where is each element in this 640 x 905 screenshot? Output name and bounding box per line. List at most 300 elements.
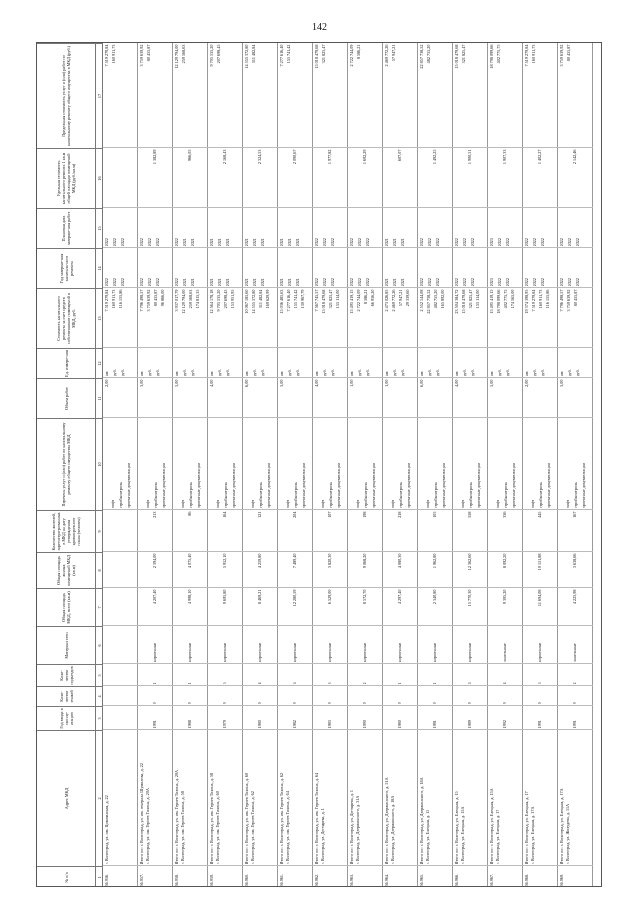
col-number: 8 xyxy=(95,552,103,588)
cell-cost: 10 067 185,60 xyxy=(244,289,249,314)
cell-year-end: 2022 xyxy=(314,278,319,287)
cell-walls: кирпичные xyxy=(467,642,472,663)
column-divider xyxy=(173,705,208,706)
column-divider xyxy=(558,685,593,686)
cell-unit-cost: 1 382,89 xyxy=(152,149,157,165)
cell-year-end: 2022 xyxy=(330,278,335,287)
column-divider xyxy=(103,509,138,510)
cell-works: лифт xyxy=(460,499,465,509)
cell-year-end: 2021 xyxy=(260,278,265,287)
cell-works: стройконтроль xyxy=(153,482,158,509)
cell-limit: 9 705 535,20 xyxy=(209,44,214,67)
cell-works: лифт xyxy=(250,499,255,509)
column-divider xyxy=(103,417,138,418)
cell-area-residential: 9 068,20 xyxy=(362,553,367,569)
cell-unit: руб. xyxy=(225,369,230,377)
cell-area-total: 8 572,70 xyxy=(362,589,367,605)
cell-residents: 105 xyxy=(432,511,437,518)
cell-entrances: 1 xyxy=(397,682,402,685)
cell-address: г. Волгоград, ул. им. Героев Тихона, д. 64 xyxy=(285,791,290,865)
cell-year-end: 2022 xyxy=(575,278,580,287)
cell-unit: руб. xyxy=(505,369,510,377)
column-divider xyxy=(523,625,558,626)
column-divider xyxy=(243,865,278,866)
cell-works: стройконтроль xyxy=(328,482,333,509)
cell-limit: 80 455,87 xyxy=(146,44,151,62)
cell-plan-date: 2021 xyxy=(400,238,405,247)
column-divider xyxy=(453,147,488,148)
cell-walls: кирпичные xyxy=(292,642,297,663)
cell-year: 1991 xyxy=(537,720,542,729)
cell-cost: 7 796 498,57 xyxy=(139,289,144,312)
column-divider xyxy=(523,247,558,248)
cell-volume: 2,00 xyxy=(104,379,109,387)
column-divider xyxy=(243,551,278,552)
cell-cost: 7 519 279,84 xyxy=(531,289,536,312)
cell-works: лифт xyxy=(530,499,535,509)
cell-cost: 155 114,00 xyxy=(335,289,340,309)
column-divider xyxy=(208,729,243,730)
cell-unit-cost: 966,05 xyxy=(187,149,192,162)
cell-year: 1991 xyxy=(572,720,577,729)
column-divider xyxy=(383,417,418,418)
cell-num: 56.960. xyxy=(244,873,249,887)
column-divider xyxy=(103,147,138,148)
column-divider xyxy=(313,207,348,208)
column-divider xyxy=(313,705,348,706)
cell-year-end: 2021 xyxy=(217,278,222,287)
cell-works: стройконтроль xyxy=(398,482,403,509)
column-divider xyxy=(208,417,243,418)
cell-volume: 4,00 xyxy=(454,379,459,387)
cell-year-end: 2021 xyxy=(295,278,300,287)
table-row xyxy=(418,43,453,887)
cell-floors: 9 xyxy=(502,702,507,705)
column-divider xyxy=(523,147,558,148)
column-divider xyxy=(173,625,208,626)
column-divider xyxy=(523,705,558,706)
cell-unit-cost: 1 692,29 xyxy=(362,149,367,165)
cell-works: проектные документации xyxy=(336,462,341,509)
cell-plan-date: 2022 xyxy=(427,238,432,247)
column-divider xyxy=(348,207,383,208)
column-divider xyxy=(208,287,243,288)
cell-entrances: 2 xyxy=(362,682,367,685)
cell-cost: 311 482,84 xyxy=(258,289,263,309)
column-divider xyxy=(278,663,313,664)
cell-plan-date: 2022 xyxy=(419,238,424,247)
column-divider xyxy=(278,207,313,208)
cell-works: стройконтроль xyxy=(118,482,123,509)
col-number: 4 xyxy=(95,686,103,706)
column-divider xyxy=(453,663,488,664)
cell-residents: 558 xyxy=(467,511,472,518)
column-divider xyxy=(488,663,523,664)
header-year: Год ввода в эксплу-атацию xyxy=(37,706,95,730)
column-divider xyxy=(523,377,558,378)
column-divider xyxy=(488,207,523,208)
cell-works: стройконтроль xyxy=(363,482,368,509)
cell-plan-date: 2022 xyxy=(462,238,467,247)
cell-num: 56.967. xyxy=(489,873,494,887)
cell-cost: 7 519 279,84 xyxy=(104,289,109,312)
column-divider xyxy=(558,865,593,866)
cell-year-end: 2023 xyxy=(489,278,494,287)
cell-cost: 3 937 017,79 xyxy=(174,289,179,312)
cell-plan-date: 2021 xyxy=(295,238,300,247)
column-divider xyxy=(313,551,348,552)
page-number: 142 xyxy=(312,22,327,33)
column-divider xyxy=(453,729,488,730)
cell-cost: 3 759 639,92 xyxy=(566,289,571,312)
table-row xyxy=(523,43,558,887)
cell-unit-cost: 1 900,51 xyxy=(467,149,472,165)
column-divider xyxy=(278,587,313,588)
column-divider xyxy=(488,287,523,288)
cell-year-end: 2022 xyxy=(139,278,144,287)
column-divider xyxy=(313,147,348,148)
cell-walls: панельные xyxy=(502,643,507,663)
cell-unit: руб. xyxy=(400,369,405,377)
cell-unit: шт. xyxy=(314,370,319,377)
col-number: 12 xyxy=(95,348,103,378)
column-divider xyxy=(348,865,383,866)
cell-volume: 3,00 xyxy=(139,379,144,387)
cell-plan-date: 2022 xyxy=(559,238,564,247)
cell-address: Итого по: г. Волгоград, ул. им. генерала Шумилова, д. 22 xyxy=(139,763,144,865)
cell-unit: руб. xyxy=(497,369,502,377)
column-divider xyxy=(558,287,593,288)
cell-unit-cost: 1 907,33 xyxy=(502,149,507,165)
column-divider xyxy=(138,729,173,730)
cell-cost: 22 857 738,52 xyxy=(426,289,431,314)
table-row xyxy=(558,43,593,887)
cell-residents: 107 xyxy=(327,511,332,518)
cell-floors: 9 xyxy=(467,702,472,705)
cell-plan-date: 2022 xyxy=(470,238,475,247)
cell-year-end: 2021 xyxy=(244,278,249,287)
header-entrances: Коли-чество подъездов xyxy=(37,664,95,686)
column-divider xyxy=(453,207,488,208)
cell-address: Итого по: г. Волгоград, ул. Дегтярева, д. 1 xyxy=(349,790,354,865)
column-divider xyxy=(278,705,313,706)
cell-plan-date: 2021 xyxy=(244,238,249,247)
cell-area-total: 9 395,20 xyxy=(502,589,507,605)
column-divider xyxy=(418,347,453,348)
column-divider xyxy=(348,705,383,706)
column-divider xyxy=(558,147,593,148)
cell-cost: 321 825,47 xyxy=(328,289,333,309)
cell-works: лифт xyxy=(390,499,395,509)
column-divider xyxy=(173,147,208,148)
column-divider xyxy=(278,377,313,378)
cell-unit: руб. xyxy=(155,369,160,377)
cell-address: Итого по: г. Волгоград, ул. Елецкая, д. 17 xyxy=(524,791,529,865)
cell-unit: руб. xyxy=(392,369,397,377)
cell-address: Итого по: г. Волгоград, ул. им. Героев Тихона, д. 62 xyxy=(279,772,284,865)
cell-plan-date: 2022 xyxy=(147,238,152,247)
cell-year-end: 2022 xyxy=(540,278,545,287)
cell-year-end: 2022 xyxy=(567,278,572,287)
cell-year-end: 2022 xyxy=(155,278,160,287)
cell-address: Итого по: г. Волгоград, ул. им. Героев Тихона, д. 64 xyxy=(314,772,319,865)
cell-unit: шт. xyxy=(104,370,109,377)
cell-year: 1983 xyxy=(327,720,332,729)
cell-area-total: 6 529,00 xyxy=(327,589,332,605)
cell-unit: руб. xyxy=(217,369,222,377)
column-divider xyxy=(453,377,488,378)
cell-year-end: 2022 xyxy=(147,278,152,287)
cell-unit: шт. xyxy=(419,370,424,377)
cell-plan-date: 2022 xyxy=(330,238,335,247)
cell-area-total: 11 694,08 xyxy=(537,589,542,607)
cell-cost: 9 705 535,20 xyxy=(216,289,221,312)
header-unit: Ед. измере-ния xyxy=(37,348,95,378)
column-divider xyxy=(523,685,558,686)
cell-area-residential: 1 962,80 xyxy=(432,553,437,569)
cell-year-end: 2022 xyxy=(104,278,109,287)
cell-unit: руб. xyxy=(260,369,265,377)
col-number: 15 xyxy=(95,208,103,248)
column-divider xyxy=(243,377,278,378)
column-divider xyxy=(173,663,208,664)
cell-address: г. Волгоград, ул. им. Героев Тихона, д. 60 xyxy=(215,791,220,865)
cell-address: г. Волгоград, ул. Жолудева, д. 11А xyxy=(565,803,570,865)
column-divider xyxy=(243,509,278,510)
column-divider xyxy=(103,685,138,686)
cell-cost: 174 815,35 xyxy=(195,289,200,309)
cell-limit: 8 586,21 xyxy=(356,44,361,60)
column-divider xyxy=(453,685,488,686)
cell-year: 1982 xyxy=(292,720,297,729)
cell-works: стройконтроль xyxy=(503,482,508,509)
column-divider xyxy=(208,705,243,706)
column-divider xyxy=(313,663,348,664)
cell-area-total: 4 225,98 xyxy=(572,589,577,605)
cell-num: 56.956. xyxy=(104,873,109,887)
cell-works: проектные документации xyxy=(581,462,586,509)
table-row xyxy=(383,43,418,887)
cell-residents: 213 xyxy=(152,511,157,518)
cell-year-end: 2022 xyxy=(435,278,440,287)
column-divider xyxy=(208,207,243,208)
column-divider xyxy=(103,247,138,248)
cell-plan-date: 2022 xyxy=(540,238,545,247)
table-row xyxy=(103,43,138,887)
cell-limit: 207 698,45 xyxy=(216,44,221,64)
column-divider xyxy=(453,287,488,288)
cell-unit: руб. xyxy=(427,369,432,377)
cell-cost: 7 567 745,57 xyxy=(314,289,319,312)
cell-works: лифт xyxy=(215,499,220,509)
cell-unit: шт. xyxy=(349,370,354,377)
cell-unit: шт. xyxy=(384,370,389,377)
cell-cost: 2 722 744,09 xyxy=(356,289,361,312)
column-divider xyxy=(453,247,488,248)
cell-address: г. Волгоград, ул. Елецкая, д. 17 xyxy=(495,809,500,865)
column-divider xyxy=(138,705,173,706)
column-divider xyxy=(243,685,278,686)
cell-plan-date: 2022 xyxy=(454,238,459,247)
table-row xyxy=(138,43,173,887)
cell-plan-date: 2021 xyxy=(190,238,195,247)
cell-walls: кирпичные xyxy=(187,642,192,663)
cell-limit: 321 825,47 xyxy=(461,44,466,64)
column-divider xyxy=(278,551,313,552)
col-number: 6 xyxy=(95,626,103,664)
col-number: 16 xyxy=(95,148,103,208)
cell-floors: 9 xyxy=(362,702,367,705)
column-divider xyxy=(383,247,418,248)
column-divider xyxy=(243,347,278,348)
column-divider xyxy=(523,587,558,588)
cell-plan-date: 2022 xyxy=(575,238,580,247)
column-divider xyxy=(383,287,418,288)
cell-plan-date: 2021 xyxy=(287,238,292,247)
cell-area-total: 12 280,59 xyxy=(292,589,297,607)
column-divider xyxy=(453,865,488,866)
column-divider xyxy=(383,551,418,552)
cell-unit-cost: 1 977,82 xyxy=(327,149,332,165)
column-divider xyxy=(523,729,558,730)
cell-plan-date: 2022 xyxy=(139,238,144,247)
column-divider xyxy=(278,865,313,866)
column-divider xyxy=(173,417,208,418)
cell-unit: шт. xyxy=(139,370,144,377)
cell-works: лифт xyxy=(495,499,500,509)
column-divider xyxy=(453,625,488,626)
column-divider xyxy=(383,865,418,866)
header-area-total: Общая площадь МКД, всего (кв.м) xyxy=(37,588,95,626)
cell-limit: 160 911,73 xyxy=(111,44,116,64)
cell-plan-date: 2021 xyxy=(279,238,284,247)
cell-plan-date: 2021 xyxy=(384,238,389,247)
cell-address: г. Волгоград, ул. Елецкая, д. 15А xyxy=(460,806,465,865)
cell-limit: 155 741,42 xyxy=(286,44,291,64)
column-divider xyxy=(208,865,243,866)
column-divider xyxy=(488,509,523,510)
column-divider xyxy=(348,663,383,664)
cell-cost: 15 018 479,68 xyxy=(321,289,326,314)
column-divider xyxy=(103,625,138,626)
cell-plan-date: 2022 xyxy=(435,238,440,247)
column-divider xyxy=(418,685,453,686)
column-divider xyxy=(418,587,453,588)
column-divider xyxy=(383,625,418,626)
cell-unit: руб. xyxy=(365,369,370,377)
cell-residents: 86 xyxy=(187,511,192,516)
cell-works: лифт xyxy=(565,499,570,509)
cell-limit: 3 759 639,92 xyxy=(139,44,144,67)
cell-cost: 15 495 419,15 xyxy=(349,289,354,314)
cell-limit: 15 018 479,68 xyxy=(314,44,319,69)
column-divider xyxy=(103,347,138,348)
cell-unit: шт. xyxy=(454,370,459,377)
cell-plan-date: 2022 xyxy=(524,238,529,247)
cell-num: 56.969. xyxy=(559,873,564,887)
cell-year-end: 2022 xyxy=(120,278,125,287)
cell-limit: 259 568,63 xyxy=(181,44,186,64)
cell-area-total: 15 770,30 xyxy=(467,589,472,607)
cell-volume: 6,00 xyxy=(419,379,424,387)
cell-works: стройконтроль xyxy=(468,482,473,509)
table-row xyxy=(313,43,348,887)
col-number: 1 xyxy=(95,866,103,887)
table-row xyxy=(488,43,523,887)
column-divider xyxy=(418,417,453,418)
column-divider xyxy=(208,247,243,248)
column-divider xyxy=(523,417,558,418)
table-row xyxy=(348,43,383,887)
cell-works: проектные документации xyxy=(161,462,166,509)
table-row xyxy=(243,43,278,887)
cell-limit: 2 722 744,09 xyxy=(349,44,354,67)
column-divider xyxy=(348,551,383,552)
column-divider xyxy=(138,587,173,588)
cell-cost: 116 155,86 xyxy=(118,289,123,309)
column-divider xyxy=(138,625,173,626)
cell-year-end: 2021 xyxy=(225,278,230,287)
header-area-residential: Общая площадь жилых помещений МКД (кв.м) xyxy=(37,552,95,588)
column-divider xyxy=(278,247,313,248)
column-divider xyxy=(558,509,593,510)
cell-limit: 18 798 099,66 xyxy=(489,44,494,69)
cell-cost: 207 698,45 xyxy=(223,289,228,309)
column-divider xyxy=(453,551,488,552)
cell-year-end: 2022 xyxy=(532,278,537,287)
column-divider xyxy=(243,207,278,208)
cell-unit: руб. xyxy=(435,369,440,377)
column-divider xyxy=(173,247,208,248)
column-divider xyxy=(313,509,348,510)
column-divider xyxy=(488,685,523,686)
cell-entrances: 6 xyxy=(467,682,472,685)
header-works: Перечень услуг и (или) работ по капитальному ремонту общего имущества МКД xyxy=(37,418,95,510)
cell-limit: 15 018 479,68 xyxy=(454,44,459,69)
column-divider xyxy=(313,287,348,288)
cell-works: стройконтроль xyxy=(433,482,438,509)
column-divider xyxy=(313,417,348,418)
header-num: № п/п xyxy=(37,866,95,887)
column-divider xyxy=(173,551,208,552)
column-divider xyxy=(243,287,278,288)
cell-works: проектные документации xyxy=(546,462,551,509)
cell-unit-cost: 1 402,27 xyxy=(537,149,542,165)
cell-volume: 1,00 xyxy=(349,379,354,387)
column-divider xyxy=(558,207,593,208)
cell-address: г. Волгоград, ул. им. Цимлянская, д. 22 xyxy=(104,795,109,865)
col-number: 3 xyxy=(95,706,103,730)
cell-year: 1989 xyxy=(467,720,472,729)
cell-area-residential: 2 394,00 xyxy=(152,553,157,569)
cell-year-end: 2022 xyxy=(454,278,459,287)
cell-limit: 402 775,75 xyxy=(496,44,501,64)
column-divider xyxy=(523,207,558,208)
cell-unit: руб. xyxy=(147,369,152,377)
cell-unit: руб. xyxy=(120,369,125,377)
column-divider xyxy=(313,587,348,588)
cell-plan-date: 2021 xyxy=(217,238,222,247)
cell-year-end: 2022 xyxy=(427,278,432,287)
column-divider xyxy=(208,587,243,588)
cell-walls: кирпичные xyxy=(327,642,332,663)
cell-floors: 9 xyxy=(222,702,227,705)
cell-cost: 153 951,95 xyxy=(230,289,235,309)
header-plan-date: Плановая дата заверше-ния работ xyxy=(37,208,95,248)
column-divider xyxy=(173,509,208,510)
cell-unit: шт. xyxy=(524,370,529,377)
column-divider xyxy=(418,147,453,148)
